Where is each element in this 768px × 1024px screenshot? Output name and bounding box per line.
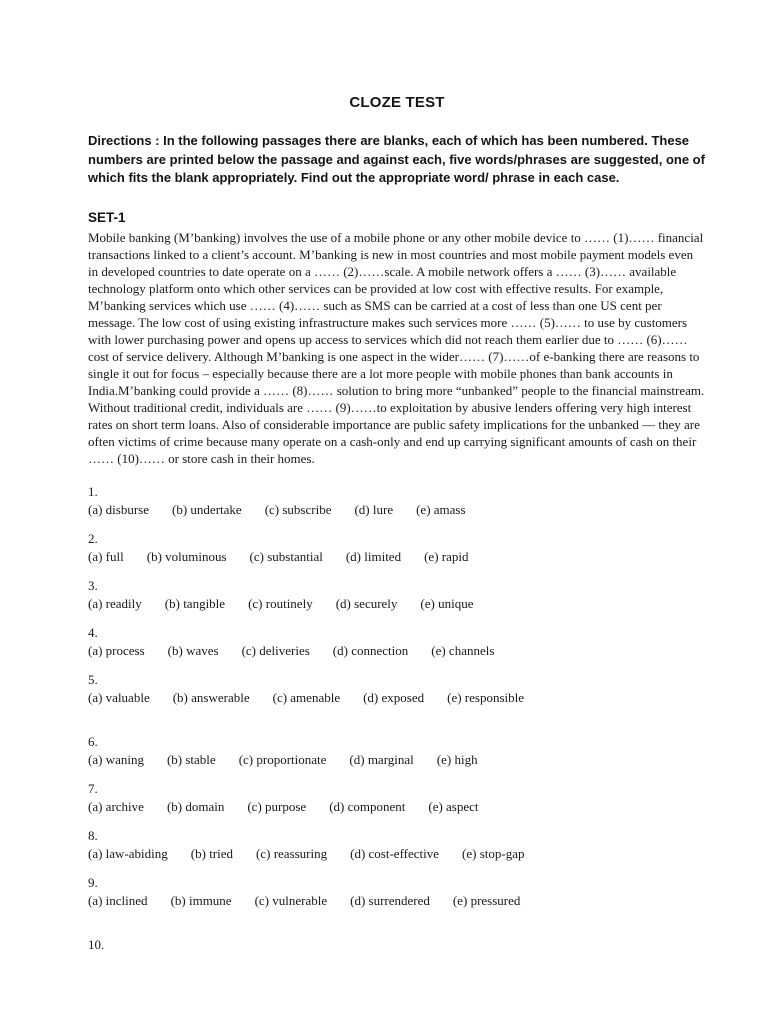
question-8 — [88, 827, 706, 863]
question-1 — [88, 483, 706, 519]
question-options — [88, 642, 706, 660]
option-c: (c) substantial — [249, 548, 323, 564]
option-d: (d) marginal — [349, 751, 414, 767]
question-number: 9. — [88, 874, 98, 890]
question-options — [88, 548, 706, 566]
question-options — [88, 689, 706, 707]
option-b: (b) undertake — [172, 501, 242, 517]
option-e: (e) amass — [416, 501, 466, 517]
question-6 — [88, 733, 706, 769]
directions-text: Directions : In the following passages there are blanks, each of which has been numbered. These numbers are printed below the passage and against each, five words/phrases are suggested, one of which fits the blank appropriately. Find out the appropriate word/ phrase in each case. — [88, 133, 705, 185]
option-a: (a) disburse — [88, 501, 150, 517]
option-a: (a) full — [88, 548, 124, 564]
option-c: (c) subscribe — [264, 501, 332, 517]
question-10 — [88, 936, 706, 954]
option-c: (c) purpose — [247, 798, 307, 814]
question-number: 1. — [88, 483, 98, 499]
question-9 — [88, 874, 706, 910]
option-a: (a) waning — [88, 751, 144, 767]
option-e: (e) high — [436, 751, 478, 767]
question-options — [88, 595, 706, 613]
question-3 — [88, 577, 706, 613]
option-a: (a) readily — [88, 595, 142, 611]
option-d: (d) lure — [354, 501, 394, 517]
question-number: 7. — [88, 780, 98, 796]
option-e: (e) unique — [420, 595, 474, 611]
question-number: 8. — [88, 827, 98, 843]
questions-list — [88, 483, 706, 954]
option-b: (b) waves — [167, 642, 219, 658]
option-b: (b) answerable — [172, 689, 250, 705]
option-b: (b) immune — [170, 892, 232, 908]
option-c: (c) amenable — [272, 689, 341, 705]
option-b: (b) tangible — [164, 595, 226, 611]
option-d: (d) surrendered — [350, 892, 430, 908]
option-a: (a) process — [88, 642, 145, 658]
option-d: (d) limited — [345, 548, 402, 564]
question-number: 5. — [88, 671, 98, 687]
option-e: (e) pressured — [452, 892, 521, 908]
option-a: (a) law-abiding — [88, 845, 168, 861]
option-e: (e) aspect — [428, 798, 479, 814]
option-a: (a) archive — [88, 798, 144, 814]
option-b: (b) voluminous — [146, 548, 227, 564]
passage-text: Mobile banking (M’banking) involves the use of a mobile phone or any other mobile device to …… (1)…… financial transactions linked to a client’s account. M’banking is new in most countries and most mobile payment models even in developed countries to date operate on a …… (2)……scale. A mobile network offers a …… (3)…… available technology platform onto which other services can be provided at low cost with effective results. For example, M’banking services which use …… (4)…… such as SMS can be carried at a cost of less than one US cent per message. The low cost of using existing infrastructure makes such services more …… (5)…… to use by customers with lower purchasing power and opens up access to services which did not reach them earlier due to …… (6)…… cost of service delivery. Although M’banking is one aspect in the wider…… (7)……of e-banking there are reasons to single it out for focus – especially because there are a lot more people with mobile phones than bank accounts in India.M’banking could provide a …… (8)…… solution to bring more “unbanked” people to the financial mainstream. Without traditional credit, individuals are …… (9)……to exploitation by abusive lenders offering very high interest rates on short term loans. Also of considerable importance are public safety implications for the unbanked — they are often victims of crime because many operate on a cash-only and end up carrying significant amounts of cash on their …… (10)…… or store cash in their homes. — [88, 229, 705, 466]
option-d: (d) component — [329, 798, 406, 814]
option-b: (b) domain — [166, 798, 225, 814]
question-5 — [88, 671, 706, 707]
question-number: 4. — [88, 624, 98, 640]
question-options — [88, 845, 706, 863]
option-b: (b) stable — [166, 751, 216, 767]
option-a: (a) valuable — [88, 689, 150, 705]
question-options — [88, 501, 706, 519]
option-e: (e) responsible — [447, 689, 524, 705]
option-a: (a) inclined — [88, 892, 148, 908]
question-number: 6. — [88, 733, 98, 749]
question-options — [88, 751, 706, 769]
option-c: (c) proportionate — [238, 751, 327, 767]
page-title: CLOZE TEST — [349, 94, 445, 111]
option-c: (c) reassuring — [256, 845, 328, 861]
question-2 — [88, 530, 706, 566]
option-e: (e) stop-gap — [462, 845, 525, 861]
question-number: 2. — [88, 530, 98, 546]
option-c: (c) vulnerable — [254, 892, 328, 908]
question-4 — [88, 624, 706, 660]
question-options — [88, 892, 706, 910]
option-c: (c) deliveries — [241, 642, 310, 658]
option-c: (c) routinely — [248, 595, 313, 611]
option-d: (d) securely — [335, 595, 398, 611]
set-label: SET-1 — [88, 209, 126, 225]
option-d: (d) exposed — [363, 689, 425, 705]
option-d: (d) cost-effective — [350, 845, 440, 861]
question-7 — [88, 780, 706, 816]
question-options — [88, 798, 706, 816]
option-e: (e) channels — [431, 642, 495, 658]
question-number: 10. — [88, 936, 105, 952]
option-e: (e) rapid — [424, 548, 469, 564]
question-number: 3. — [88, 577, 98, 593]
option-b: (b) tried — [190, 845, 234, 861]
option-d: (d) connection — [332, 642, 409, 658]
